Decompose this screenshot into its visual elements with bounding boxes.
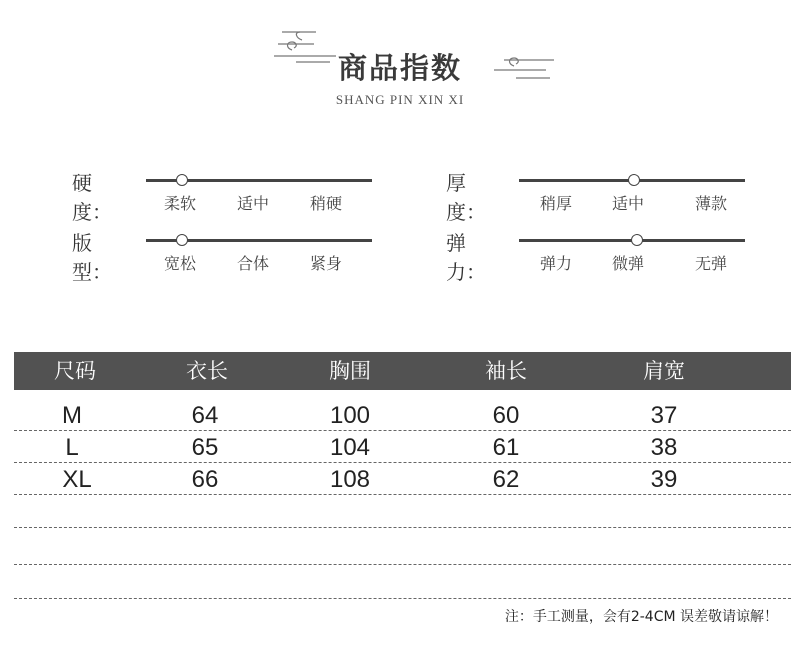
row-divider [14, 430, 791, 431]
column-header-length: 衣长 [186, 359, 228, 383]
index-label: 厚度： [446, 171, 486, 224]
table-cell: 100 [329, 402, 371, 429]
row-divider [14, 564, 791, 565]
column-header-shoulder: 肩宽 [643, 359, 685, 383]
index-label: 硬度： [72, 171, 112, 224]
row-divider [14, 598, 791, 599]
index-label: 版型： [72, 231, 112, 284]
index-option: 薄款 [695, 194, 728, 213]
table-cell: M [62, 402, 82, 429]
row-divider [14, 462, 791, 463]
table-cell: 39 [650, 466, 678, 493]
index-option: 适中 [612, 194, 645, 213]
table-cell: XL [62, 466, 92, 493]
column-header-size: 尺码 [54, 359, 96, 383]
table-cell: 37 [650, 402, 678, 429]
index-option: 微弹 [612, 254, 645, 273]
index-option: 宽松 [164, 254, 197, 273]
index-marker [631, 234, 643, 246]
table-cell: 61 [492, 434, 520, 461]
index-option: 弹力 [540, 254, 573, 273]
table-cell: 38 [650, 434, 678, 461]
index-option: 稍硬 [310, 194, 343, 213]
size-table-header [14, 352, 791, 390]
table-cell: 62 [492, 466, 520, 493]
column-header-chest: 胸围 [329, 359, 371, 383]
index-option: 适中 [237, 194, 270, 213]
table-cell: 108 [329, 466, 371, 493]
row-divider [14, 494, 791, 495]
index-option: 合体 [237, 254, 270, 273]
table-cell: 104 [329, 434, 371, 461]
row-divider [14, 527, 791, 528]
table-cell: 65 [191, 434, 219, 461]
index-marker [176, 234, 188, 246]
index-marker [628, 174, 640, 186]
page-subtitle: SHANG PIN XIN XI [335, 92, 465, 107]
page-title: 商品指数 [337, 51, 462, 85]
index-option: 紧身 [310, 254, 343, 273]
column-header-sleeve: 袖长 [485, 359, 527, 383]
table-cell: 66 [191, 466, 219, 493]
index-label: 弹力： [446, 231, 486, 284]
table-cell: 60 [492, 402, 520, 429]
measurement-note: 注：手工测量，会有2-4CM 误差敬请谅解！ [504, 609, 778, 625]
index-option: 柔软 [164, 194, 197, 213]
table-cell: 64 [191, 402, 219, 429]
index-option: 无弹 [695, 254, 728, 273]
index-option: 稍厚 [540, 194, 573, 213]
index-marker [176, 174, 188, 186]
table-cell: L [65, 434, 79, 461]
